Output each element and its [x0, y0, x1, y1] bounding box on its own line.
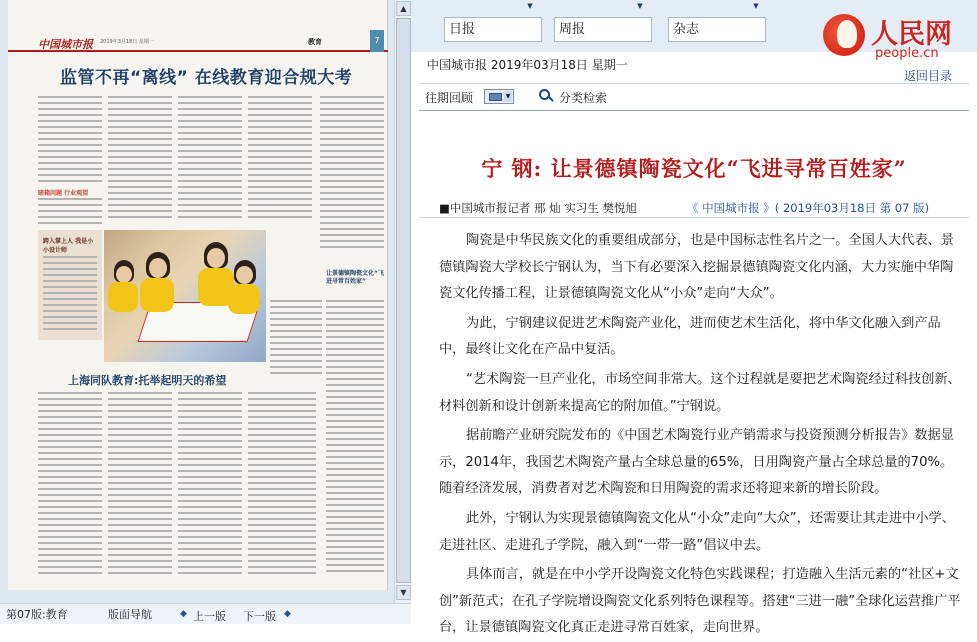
paper-date: 中国城市报 2019年03月18日 星期一: [427, 58, 628, 72]
article-paragraph: 为此，宁钢建议促进艺术陶瓷产业化，进而使艺术生活化，将中华文化融入到产品中，最终让文化在产品中复活。: [439, 315, 941, 358]
sidebox-heading: 跨入掌上人 我是小小设计师: [43, 238, 94, 254]
newspaper-page-panel: [0, 0, 411, 603]
text-column[interactable]: [270, 300, 322, 380]
article-paragraph: 此外，宁钢认为实现景德镇陶瓷文化从“小众”走向“大众”，还需要让其走进中小学、走进社区、走进孔子学院，融入到“一带一路”倡议中去。: [439, 510, 955, 553]
text-column[interactable]: [108, 96, 172, 224]
logo-emblem-inner: [837, 20, 857, 48]
divider: [419, 217, 969, 218]
text-column[interactable]: [248, 392, 316, 582]
second-headline[interactable]: 上海同队教育:托举起明天的希望: [68, 374, 227, 387]
article-paragraph: 具体而言，就是在中小学开设陶瓷文化特色实践课程；打造融入生活元素的“社区+文创”新范式；在孔子学院增设陶瓷文化系列特色课程等。搭建“三进一融”全球化运营推广平台，让景德镇陶瓷文化真正走进寻常百姓家，走向世界。: [439, 567, 961, 636]
scrollbar-thumb[interactable]: [396, 18, 411, 583]
photo-child: [149, 258, 167, 278]
article-source[interactable]: 《 中国城市报 》( 2019年03月18日 第 07 版): [687, 201, 930, 215]
past-issues-label: 往期回顾: [425, 91, 474, 105]
photo-child: [236, 266, 253, 284]
photo-child: [116, 266, 132, 283]
divider: [419, 83, 969, 84]
calendar-square: [489, 93, 502, 101]
article-panel: [411, 0, 977, 636]
search-icon[interactable]: [539, 89, 553, 103]
sidebar-story[interactable]: [38, 230, 102, 340]
text-column[interactable]: [320, 96, 384, 256]
prev-arrow-icon[interactable]: ◆: [180, 609, 187, 619]
text-column[interactable]: [38, 198, 102, 226]
photo-child: [108, 282, 138, 312]
people-logo-icon[interactable]: [823, 6, 973, 66]
next-arrow-icon[interactable]: ◆: [284, 609, 291, 619]
logo-name: 人民网: [871, 19, 952, 50]
photo-child: [140, 278, 174, 312]
article-paragraph: 陶瓷是中华民族文化的重要组成部分，也是中国标志性名片之一。全国人大代表、景德镇陶瓷大学校长宁钢认为，当下有必要深入挖掘景德镇陶瓷文化内涵，大力实施中华陶瓷文化传播工程，让景德镇陶瓷文化从“小众”走向“大众”。: [439, 233, 954, 302]
calendar-icon[interactable]: [484, 89, 514, 104]
photo-child: [207, 248, 225, 268]
back-to-index-link[interactable]: 返回目录: [904, 69, 953, 83]
layout-nav-label[interactable]: 版面导航: [108, 608, 152, 621]
paper-logo: 中国城市报: [38, 38, 93, 51]
logo-url: people.cn: [875, 46, 939, 61]
daily-select[interactable]: 日报: [444, 17, 542, 42]
edition-label[interactable]: 第07版:教育: [6, 608, 68, 621]
page-date: 2019年3月18日 星期一: [100, 39, 154, 45]
text-column[interactable]: [178, 96, 242, 224]
page-headline[interactable]: 监管不再“离线” 在线教育迎合规大考: [60, 68, 353, 88]
prev-page-link[interactable]: 上一版: [193, 610, 226, 623]
text-column[interactable]: [178, 392, 242, 582]
dropdown-icon[interactable]: ▼: [637, 2, 643, 10]
category-search-link[interactable]: 分类检索: [559, 91, 608, 105]
divider: [419, 110, 969, 111]
text-column: [43, 256, 97, 336]
article-paragraph: 据前瞻产业研究院发布的《中国艺术陶瓷行业产销需求与投资预测分析报告》数据显示，2014年，我国艺术陶瓷产量占全球总量的65%，日用陶瓷产量占全球总量的70%。随着经济发展，消费者对艺术陶瓷和日用陶瓷的需求还将迎来新的增长阶段。: [439, 428, 954, 497]
dropdown-icon[interactable]: ▼: [753, 2, 759, 10]
newspaper-page-image[interactable]: [8, 0, 388, 590]
calendar-dropdown: ▼: [505, 93, 511, 100]
article-byline: ■中国城市报记者 邢 灿 实习生 樊悦旭: [439, 201, 637, 215]
article-paragraph: “艺术陶瓷一旦产业化，市场空间非常大。这个过程就是要把艺术陶瓷经过科技创新、材料创新和设计创新来提高它的附加值。”宁钢说。: [439, 371, 961, 414]
page-header: [8, 0, 388, 52]
red-caption: 暗箱问题 行业观望: [38, 190, 89, 197]
news-photo[interactable]: [104, 230, 266, 362]
page-number: 7: [370, 30, 384, 52]
next-page-link[interactable]: 下一版: [243, 610, 276, 623]
search-handle: [548, 96, 554, 102]
weekly-select[interactable]: 周报: [554, 17, 652, 42]
article-title: 宁 钢: 让景德镇陶瓷文化“飞进寻常百姓家”: [481, 156, 907, 181]
scroll-up-icon[interactable]: ▲: [396, 1, 411, 16]
vertical-scrollbar[interactable]: [394, 0, 411, 603]
text-column[interactable]: [38, 96, 102, 188]
text-column[interactable]: [326, 300, 384, 580]
article-body: [439, 228, 961, 642]
scroll-down-icon[interactable]: ▼: [396, 585, 411, 600]
page-section: 教育: [308, 38, 322, 46]
magazine-select[interactable]: 杂志: [668, 17, 766, 42]
text-column[interactable]: [248, 96, 312, 224]
related-story-title[interactable]: 让景德镇陶瓷文化“飞进寻常百姓家”: [326, 270, 384, 285]
dropdown-icon[interactable]: ▼: [527, 2, 533, 10]
page-nav-bar: [0, 603, 411, 624]
photo-child: [228, 284, 260, 314]
text-column[interactable]: [108, 392, 172, 582]
text-column[interactable]: [38, 392, 102, 582]
